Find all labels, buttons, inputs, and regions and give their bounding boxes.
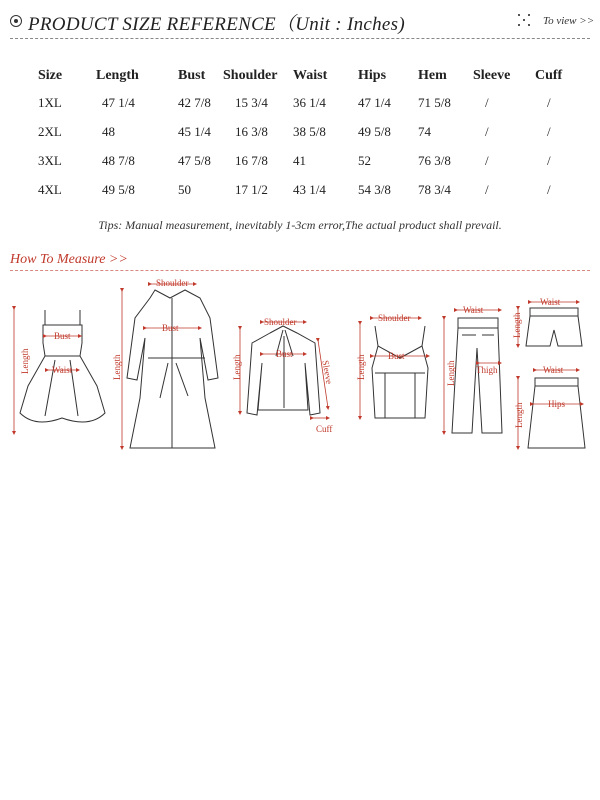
table-cell: 1XL xyxy=(38,94,62,110)
table-cell: 47 5/8 xyxy=(178,152,211,168)
table-cell: 52 xyxy=(358,152,371,168)
waist-label: Waist xyxy=(463,305,484,315)
col-header: Hem xyxy=(418,68,447,83)
table-row xyxy=(38,117,568,146)
table-cell: / xyxy=(547,181,551,197)
col-header: Shoulder xyxy=(223,68,278,83)
table-cell: 38 5/8 xyxy=(293,123,326,139)
table-cell: 42 7/8 xyxy=(178,94,211,110)
length-label: Length xyxy=(112,354,122,380)
table-cell: 4XL xyxy=(38,181,62,197)
table-cell: 47 1/4 xyxy=(358,94,391,110)
shoulder-label: Shoulder xyxy=(156,278,189,288)
size-table xyxy=(38,64,568,204)
col-header: Length xyxy=(96,68,139,83)
sleeve-label: Sleeve xyxy=(320,359,335,385)
table-cell: / xyxy=(547,123,551,139)
length-label: Length xyxy=(514,402,524,428)
coat-figure xyxy=(127,290,218,448)
table-cell: 48 xyxy=(102,123,115,139)
bust-label: Bust xyxy=(388,351,405,361)
hips-label: Hips xyxy=(548,399,566,409)
table-cell: 16 7/8 xyxy=(235,152,268,168)
bust-label: Bust xyxy=(162,323,179,333)
table-cell: 71 5/8 xyxy=(418,94,451,110)
bust-label: Bust xyxy=(54,331,71,341)
table-cell: 50 xyxy=(178,181,191,197)
skirt-figure xyxy=(528,378,585,448)
table-cell: 48 7/8 xyxy=(102,152,135,168)
table-header-row xyxy=(38,64,568,88)
table-cell: / xyxy=(547,152,551,168)
length-label: Length xyxy=(446,360,456,386)
table-cell: 41 xyxy=(293,152,306,168)
expand-icon xyxy=(518,14,530,26)
table-row xyxy=(38,88,568,117)
table-cell: 49 5/8 xyxy=(102,181,135,197)
col-header: Sleeve xyxy=(473,68,511,83)
thigh-label: Thigh xyxy=(476,365,498,375)
col-header: Size xyxy=(38,68,63,83)
table-cell: 43 1/4 xyxy=(293,181,326,197)
table-cell: 76 3/8 xyxy=(418,152,451,168)
col-header: Cuff xyxy=(535,68,563,83)
shoulder-label: Shoulder xyxy=(378,313,411,323)
col-header: Bust xyxy=(178,68,206,83)
skirt-measures xyxy=(518,370,582,448)
table-cell: / xyxy=(485,152,489,168)
length-label: Length xyxy=(232,354,242,380)
measure-divider xyxy=(10,270,590,271)
length-label: Length xyxy=(356,354,366,380)
coat-measures xyxy=(122,284,200,448)
table-cell: 15 3/4 xyxy=(235,94,268,110)
tank-measures xyxy=(360,318,428,418)
table-cell: 47 1/4 xyxy=(102,94,135,110)
cuff-label: Cuff xyxy=(316,424,333,434)
table-cell: / xyxy=(485,94,489,110)
table-cell: / xyxy=(485,181,489,197)
table-cell: 49 5/8 xyxy=(358,123,391,139)
length-label: Length xyxy=(20,348,30,374)
table-cell: 17 1/2 xyxy=(235,181,268,197)
to-view-link[interactable]: To view >> xyxy=(543,15,595,27)
target-icon xyxy=(10,15,22,27)
page-header xyxy=(0,0,600,46)
table-cell: 78 3/4 xyxy=(418,181,451,197)
shoulder-label: Shoulder xyxy=(264,317,297,327)
length-label: Length xyxy=(512,312,522,338)
shorts-figure xyxy=(526,308,582,346)
waist-label: Waist xyxy=(52,365,73,375)
table-cell: 36 1/4 xyxy=(293,94,326,110)
table-row xyxy=(38,146,568,175)
blouse-figure xyxy=(247,326,320,415)
table-cell: 45 1/4 xyxy=(178,123,211,139)
table-cell: 54 3/8 xyxy=(358,181,391,197)
how-to-measure-title: How To Measure >> xyxy=(10,252,128,267)
table-cell: 74 xyxy=(418,123,431,139)
col-header: Hips xyxy=(358,68,387,83)
table-cell: / xyxy=(547,94,551,110)
table-cell: 16 3/8 xyxy=(235,123,268,139)
table-cell: / xyxy=(485,123,489,139)
measure-figures xyxy=(0,278,600,458)
waist-label: Waist xyxy=(540,297,561,307)
waist-label: Waist xyxy=(543,365,564,375)
table-row xyxy=(38,175,568,204)
tank-figure xyxy=(372,326,428,418)
pants-figure xyxy=(452,318,502,433)
tips-note: Tips: Manual measurement, inevitably 1-3cm error,The actual product shall prevail. xyxy=(98,218,502,232)
header-divider xyxy=(10,38,590,39)
table-cell: 3XL xyxy=(38,152,62,168)
measure-diagrams xyxy=(0,278,600,458)
table-cell: 2XL xyxy=(38,123,62,139)
bust-label: Bust xyxy=(276,349,293,359)
page-title: PRODUCT SIZE REFERENCE（Unit : Inches) xyxy=(28,14,405,35)
col-header: Waist xyxy=(293,68,328,83)
